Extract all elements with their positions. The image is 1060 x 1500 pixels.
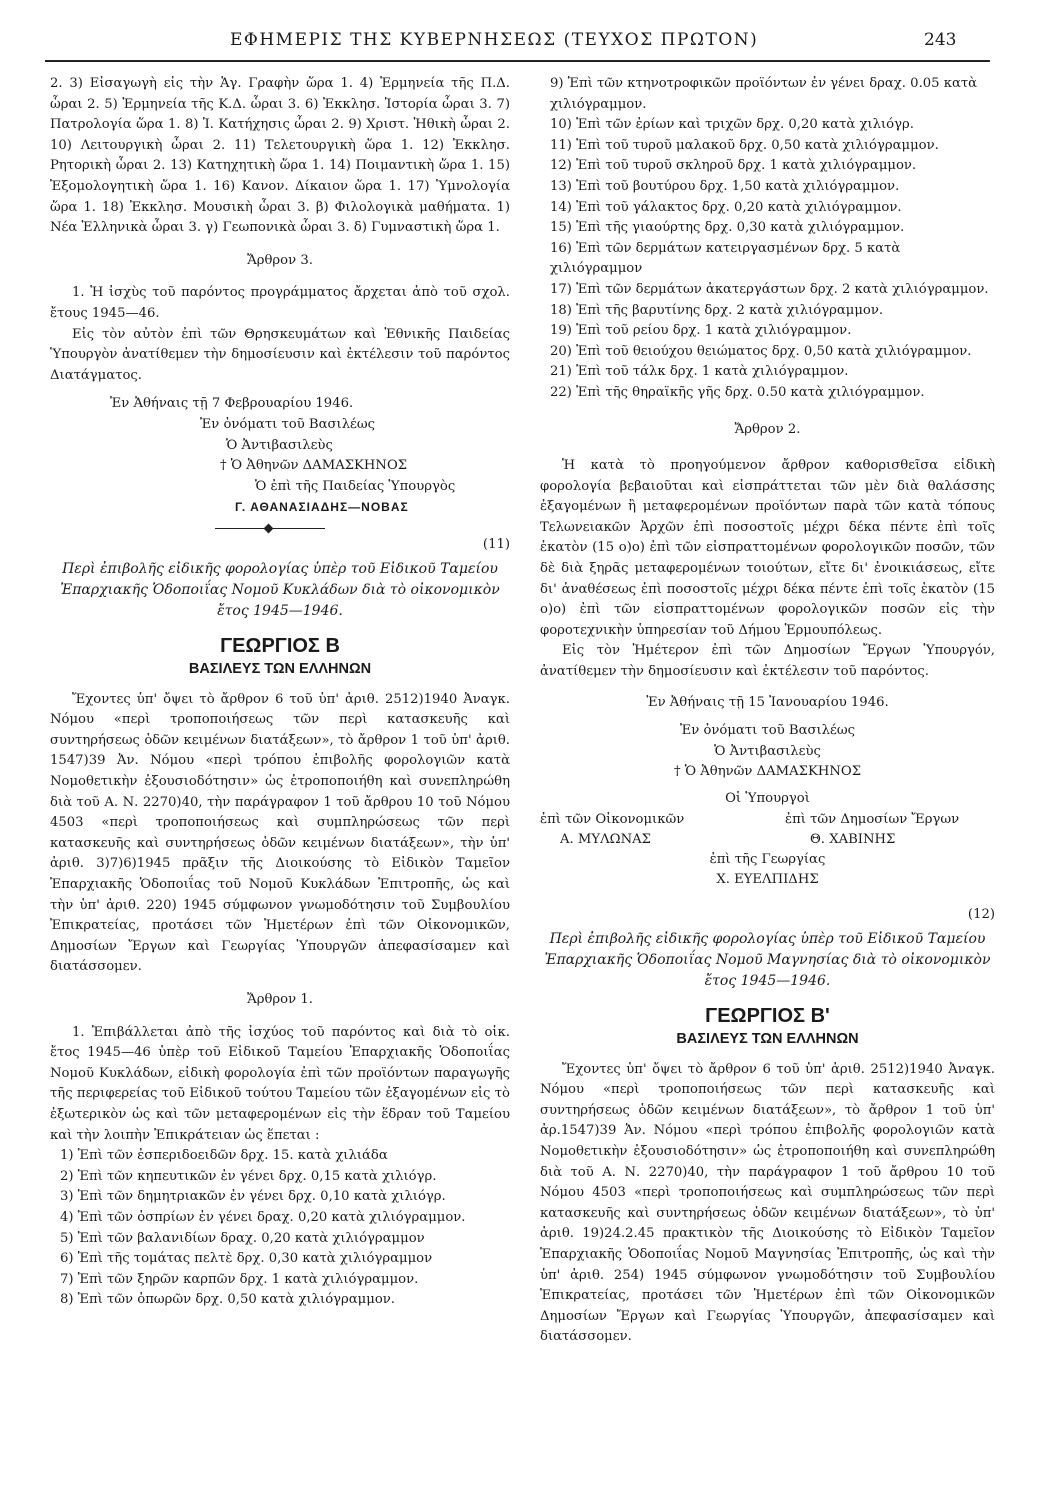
tax-item: 15) Ἐπὶ τῆς γιαούρτης δρχ. 0,30 κατὰ χιλιόγραμμον. bbox=[550, 220, 905, 236]
tax-item: 9) Ἐπὶ τῶν κτηνοτροφικῶν προϊόντων ἐν γένει δραχ. 0.05 κατὰ χιλιόγραμμον. bbox=[550, 76, 978, 112]
minister-public-works-title: ἐπὶ τῶν Δημοσίων Ἔργων bbox=[785, 811, 960, 827]
tax-item: 2) Ἐπὶ τῶν κηπευτικῶν ἐν γένει δρχ. 0,15 κατὰ χιλιόγρ. bbox=[60, 1168, 437, 1184]
gazette-title: ΕΦΗΜΕΡΙΣ ΤΗΣ ΚΥΒΕΡΝΗΣΕΩΣ (ΤΕΥΧΟΣ ΠΡΩΤΟΝ) bbox=[230, 30, 759, 50]
decree-title: Περὶ ἐπιβολῆς εἰδικῆς φορολογίας ὑπὲρ τοῦ Εἰδικοῦ Ταμείου Ἐπαρχιακῆς Ὁδοποιΐας Νομοῦ Κυκλάδων διὰ τὸ οἰκονομικὸν ἔτος 1945—1946. bbox=[60, 561, 500, 620]
tax-item: 22) Ἐπὶ τῆς θηραϊκῆς γῆς δρχ. 0.50 κατὰ χιλιόγραμμον. bbox=[550, 384, 925, 400]
decree-number: (12) bbox=[967, 906, 995, 922]
tax-item: 11) Ἐπὶ τοῦ τυροῦ μαλακοῦ δρχ. 0,50 κατὰ χιλιόγραμμον. bbox=[550, 137, 939, 153]
ministers-row bbox=[540, 810, 995, 850]
section-separator bbox=[215, 528, 325, 529]
article-2-title: Ἄρθρον 2. bbox=[734, 421, 801, 437]
king-subtitle: ΒΑΣΙΛΕΥΣ ΤΩΝ ΕΛΛΗΝΩΝ bbox=[676, 1030, 859, 1047]
article-1-title: Ἄρθρον 1. bbox=[247, 991, 313, 1007]
signature-archbishop: † Ὁ Ἀθηνῶν ΔΑΜΑΣΚΗΝΟΣ bbox=[673, 764, 862, 780]
king-name: ΓΕΩΡΓΙΟΣ Β' bbox=[705, 1005, 830, 1028]
tax-item: 1) Ἐπὶ τῶν ἐσπεριδοειδῶν δρχ. 15. κατὰ χιλιάδα bbox=[60, 1148, 388, 1164]
king-subtitle: ΒΑΣΙΛΕΥΣ ΤΩΝ ΕΛΛΗΝΩΝ bbox=[188, 661, 372, 678]
signature-regent: Ὁ Ἀντιβασιλεὺς bbox=[226, 437, 333, 453]
tax-item: 16) Ἐπὶ τῶν δερμάτων κατειργασμένων δρχ. 5 κατὰ χιλιόγραμμον bbox=[550, 240, 901, 277]
preamble: Ἔχοντες ὑπ' ὄψει τὸ ἄρθρον 6 τοῦ ὑπ' ἀριθ. 2512)1940 Ἀναγκ. Νόμου «περὶ τροποποιήσεως τῶν περὶ κατασκευῆς καὶ συντηρήσεως ὁδῶν κειμένων διατάξεων», τὸ ἄρθρον 1 τοῦ ὑπ' ἀρ.1547)39 Ἀν. Νόμου «περὶ τρόπου ἐπιβολῆς φορολογιῶν κατὰ Νομοθετικὴν ἐξουσιοδότησιν» ὡς ἐτροποποιήθη καὶ συνεπληρώθη διὰ τοῦ Α. Ν. 2270)40, τὴν παράγραφον 1 τοῦ ἄρθρου 10 τοῦ Νόμου 4503 «περὶ τροποποιήσεως καὶ συμπληρώσεως τῶν περὶ κατασκευῆς καὶ συντηρήσεως ὁδῶν κειμένων διατάξεων», τὸ ὑπ' ἀριθ. 19)24.2.45 πρακτικὸν τῆς Διοικούσης τὸ Εἰδικὸν Ταμεῖον Ἐπαρχιακῆς Ὁδοποιΐας Νομοῦ Μαγνησίας Ἐπιτροπῆς, ὡς καὶ τὴν ὑπ' ἀριθ. 254) 1945 σύμφωνον γνωμοδότησιν τοῦ Συμβουλίου Ἐπικρατείας, προτάσει τῶν Ἡμετέρων ἐπὶ τῶν Οἰκονομικῶν Δημοσίων Ἔργων καὶ Γεωργίας Ὑπουργῶν, ἀπεφασίσαμεν καὶ διατάσσομεν. bbox=[540, 1061, 995, 1345]
king-name: ΓΕΩΡΓΙΟΣ Β bbox=[220, 635, 340, 658]
signature-archbishop: † Ὁ Ἀθηνῶν ΔΑΜΑΣΚΗΝΟΣ bbox=[220, 458, 408, 474]
signature-date: Ἐν Ἀθήναις τῇ 15 Ἰανουαρίου 1946. bbox=[646, 694, 889, 710]
tax-item: 13) Ἐπὶ τοῦ βουτύρου δρχ. 1,50 κατὰ χιλιόγραμμον. bbox=[550, 178, 900, 194]
tax-item: 21) Ἐπὶ τοῦ τάλκ δρχ. 1 κατὰ χιλιόγραμμον. bbox=[550, 364, 849, 380]
right-column bbox=[540, 74, 995, 1348]
tax-item: 20) Ἐπὶ τοῦ θειούχου θειώματος δρχ. 0,50 κατὰ χιλιόγραμμον. bbox=[550, 343, 972, 359]
minister-agriculture-name: Χ. ΕΥΕΛΠΙΔΗΣ bbox=[716, 872, 819, 888]
tax-item: 19) Ἐπὶ τοῦ ρείου δρχ. 1 κατὰ χιλιόγραμμον. bbox=[550, 323, 852, 339]
decree-number: (11) bbox=[482, 536, 510, 552]
tax-item: 14) Ἐπὶ τοῦ γάλακτος δρχ. 0,20 κατὰ χιλιόγραμμον. bbox=[550, 199, 902, 215]
curriculum-paragraph: 2. 3) Εἰσαγωγὴ εἰς τὴν Ἁγ. Γραφὴν ὥρα 1. 4) Ἑρμηνεία τῆς Π.Δ. ὧραι 2. 5) Ἑρμηνεία τῆς Κ.Δ. ὧραι 3. 6) Ἐκκλησ. Ἱστορία ὧραι 3. 7) Πατρολογία ὥρα 1. 8) Ἰ. Κατήχησις ὧραι 2. 9) Χριστ. Ἠθικὴ ὧραι 2. 10) Λειτουργικὴ ὧραι 2. 11) Τελετουργικὴ ὥρα 1. 12) Ἐκκλησ. Ρητορικὴ ὧραι 2. 13) Κατηχητικὴ ὥρα 1. 14) Ποιμαντικὴ ὥρα 1. 15) Ἐξομολογητικὴ ὥρα 1. 16) Κανον. Δίκαιον ὥρα 1. 17) Ὑμνολογία ὥρα 1. 18) Ἐκκλησ. Μουσικὴ ὧραι 3. β) Φιλολογικὰ μαθήματα. 1) Νέα Ἑλληνικὰ ὧραι 3. γ) Γεωπονικὰ ὧραι 3. δ) Γυμναστικὴ ὥρα 1. bbox=[50, 76, 510, 236]
tax-item: 3) Ἐπὶ τῶν δημητριακῶν ἐν γένει δρχ. 0,10 κατὰ χιλιόγρ. bbox=[60, 1189, 446, 1205]
minister-finance-title: ἐπὶ τῶν Οἰκονομικῶν bbox=[540, 811, 685, 827]
header-rule bbox=[45, 60, 990, 62]
signature-minister-title: Ὁ ἐπὶ τῆς Παιδείας Ὑπουργὸς bbox=[255, 478, 456, 494]
signature-regent: Ὁ Ἀντιβασιλεὺς bbox=[714, 743, 821, 759]
page-number: 243 bbox=[924, 30, 957, 50]
signature-minister-name: Γ. ΑΘΑΝΑΣΙΑΔΗΣ—ΝΟΒΑΣ bbox=[235, 500, 409, 515]
tax-item: 12) Ἐπὶ τοῦ τυροῦ σκληροῦ δρχ. 1 κατὰ χιλιόγραμμον. bbox=[550, 158, 917, 174]
tax-item: 7) Ἐπὶ τῶν ξηρῶν καρπῶν δρχ. 1 κατὰ χιλιόγραμμον. bbox=[60, 1271, 419, 1287]
left-column bbox=[50, 74, 510, 1311]
minister-finance-name: Α. ΜΥΛΩΝΑΣ bbox=[560, 831, 651, 847]
tax-item: 10) Ἐπὶ τῶν ἐρίων καὶ τριχῶν δρχ. 0,20 κατὰ χιλιόγρ. bbox=[550, 117, 914, 133]
tax-item: 5) Ἐπὶ τῶν βαλανιδίων δραχ. 0,20 κατὰ χιλιόγραμμον bbox=[60, 1230, 425, 1246]
tax-item: 6) Ἐπὶ τῆς τομάτας πελτὲ δρχ. 0,30 κατὰ χιλιόγραμμον bbox=[60, 1251, 433, 1267]
article-3-paragraph-1: 1. Ἡ ἰσχὺς τοῦ παρόντος προγράμματος ἄρχεται ἀπὸ τοῦ σχολ. ἔτους 1945—46. bbox=[50, 285, 510, 321]
article-2-paragraph-1: Ἡ κατὰ τὸ προηγούμενον ἄρθρον καθορισθεῖσα εἰδικὴ φορολογία βεβαιοῦται καὶ εἰσπράττεται τῶν μὲν διὰ θαλάσσης ἐξαγομένων ἢ μεταφερομένων προϊόντων παρὰ τῶν κατὰ τόπους Τελωνειακῶν Ἀρχῶν ἐπὶ ποσοστοῖς μέχρι δέκα πέντε ἐπὶ τοῖς ἑκατὸν (15 ο)ο) ἐπὶ τῶν εἰσπραττομένων φορολογικῶν ποσῶν, τῶν δὲ διὰ ξηρᾶς μεταφερομένων τοιούτων, εἴτε δι' ἐνοικιάσεως, εἴτε δι' ἀναθέσεως ἐπὶ ποσοστοῖς μέχρι δέκα πέντε ἐπὶ τοῖς ἑκατὸν (15 ο)ο) ἐπὶ τῶν εἰσπραττομένων φορολογικῶν ποσῶν εἰς τὴν φοροτεχνικὴν ὑπηρεσίαν τοῦ Δήμου Ἑρμουπόλεως. bbox=[540, 458, 995, 638]
article-1-paragraph-1: 1. Ἐπιβάλλεται ἀπὸ τῆς ἰσχύος τοῦ παρόντος καὶ διὰ τὸ οἰκ. ἔτος 1945—46 ὑπὲρ τοῦ Εἰδικοῦ Ταμείου Ἐπαρχιακῆς Ὁδοποιΐας Νομοῦ Κυκλάδων, εἰδικὴ φορολογία ἐπὶ τῶν προϊόντων παραγωγῆς τῆς περιφερείας τοῦ Εἰδικοῦ τούτου Ταμείου τῶν ἐξαγομένων εἰς τὸ ἐξωτερικὸν ὡς καὶ τῶν μεταφερομένων εἰς τὴν ἕδραν τοῦ Ταμείου καὶ τὴν λοιπὴν Ἐπικράτειαν ὡς ἕπεται : bbox=[50, 1024, 510, 1143]
signature-in-name-of-king: Ἐν ὀνόματι τοῦ Βασιλέως bbox=[679, 723, 856, 739]
signature-ministers-heading: Οἱ Ὑπουργοὶ bbox=[725, 791, 810, 806]
preamble: Ἔχοντες ὑπ' ὄψει τὸ ἄρθρον 6 τοῦ ὑπ' ἀριθ. 2512)1940 Ἀναγκ. Νόμου «περὶ τροποποιήσεως τῶν περὶ κατασκευῆς καὶ συντηρήσεως ὁδῶν κειμένων διατάξεων», τὸ ἄρθρον 1 τοῦ ὑπ' ἀριθ. 1547)39 Ἀν. Νόμου «περὶ τρόπου ἐπιβολῆς φορολογιῶν κατὰ Νομοθετικὴν ἐξουσιοδότησιν» ὡς ἐτροποποιήθη καὶ συνεπληρώθη διὰ τοῦ Α. Ν. 2270)40, τὴν παράγραφον 1 τοῦ ἄρθρου 10 τοῦ Νόμου 4503 «περὶ τροποποιήσεως καὶ συμπληρώσεως τῶν περὶ κατασκευῆς καὶ συντηρήσεως ὁδῶν κειμένων διατάξεων», τὴν ὑπ' ἀριθ. 3)7)6)1945 πρᾶξιν τῆς Διοικούσης τὸ Εἰδικὸν Ταμεῖον Ἐπαρχιακῆς Ὁδοποιΐας τοῦ Νομοῦ Κυκλάδων Ἐπιτροπῆς, ὡς καὶ τὴν ὑπ' ἀριθ. 220) 1945 σύμφωνον γνωμοδότησιν τοῦ Συμβουλίου Ἐπικρατείας, προτάσει τῶν Ἡμετέρων ἐπὶ τῶν Οἰκονομικῶν, Δημοσίων Ἔργων καὶ Γεωργίας Ὑπουργῶν ἀπεφασίσαμεν καὶ διατάσσομεν. bbox=[50, 691, 510, 975]
signature-in-name-of-king: Ἐν ὀνόματι τοῦ Βασιλέως bbox=[200, 416, 376, 432]
signature-date: Ἐν Ἀθήναις τῇ 7 Φεβρουαρίου 1946. bbox=[110, 396, 354, 412]
article-3-title: Ἄρθρον 3. bbox=[247, 252, 313, 268]
page-header bbox=[0, 0, 1060, 72]
tax-item: 17) Ἐπὶ τῶν δερμάτων ἀκατεργάστων δρχ. 2 κατὰ χιλιόγραμμον. bbox=[550, 281, 989, 297]
decree-title: Περὶ ἐπιβολῆς εἰδικῆς φορολογίας ὑπὲρ τοῦ Εἰδικοῦ Ταμείου Ἐπαρχιακῆς Ὁδοποιΐας Νομοῦ Μαγνησίας διὰ τὸ οἰκονομικὸν ἔτος 1945—1946. bbox=[544, 931, 991, 990]
tax-item: 4) Ἐπὶ τῶν ὀσπρίων ἐν γένει δραχ. 0,20 κατὰ χιλιόγραμμον. bbox=[60, 1209, 466, 1225]
tax-item: 8) Ἐπὶ τῶν ὀπωρῶν δρχ. 0,50 κατὰ χιλιόγραμμον. bbox=[60, 1292, 395, 1308]
minister-public-works-name: Θ. ΧΑΒΙΝΗΣ bbox=[810, 831, 896, 847]
article-3-paragraph-2: Εἰς τὸν αὐτὸν ἐπὶ τῶν Θρησκευμάτων καὶ Ἐθνικῆς Παιδείας Ὑπουργὸν ἀνατίθεμεν τὴν δημοσίευσιν καὶ ἐκτέλεσιν τοῦ παρόντος Διατάγματος. bbox=[50, 326, 510, 383]
minister-agriculture-title: ἐπὶ τῆς Γεωργίας bbox=[709, 851, 826, 867]
tax-item: 18) Ἐπὶ τῆς βαρυτίνης δρχ. 2 κατὰ χιλιόγραμμον. bbox=[550, 302, 884, 318]
article-2-paragraph-2: Εἰς τὸν Ἡμέτερον ἐπὶ τῶν Δημοσίων Ἔργων Ὑπουργόν, ἀνατίθεμεν τὴν δημοσίευσιν καὶ ἐκτέλεσιν τοῦ παρόντος. bbox=[540, 643, 995, 680]
